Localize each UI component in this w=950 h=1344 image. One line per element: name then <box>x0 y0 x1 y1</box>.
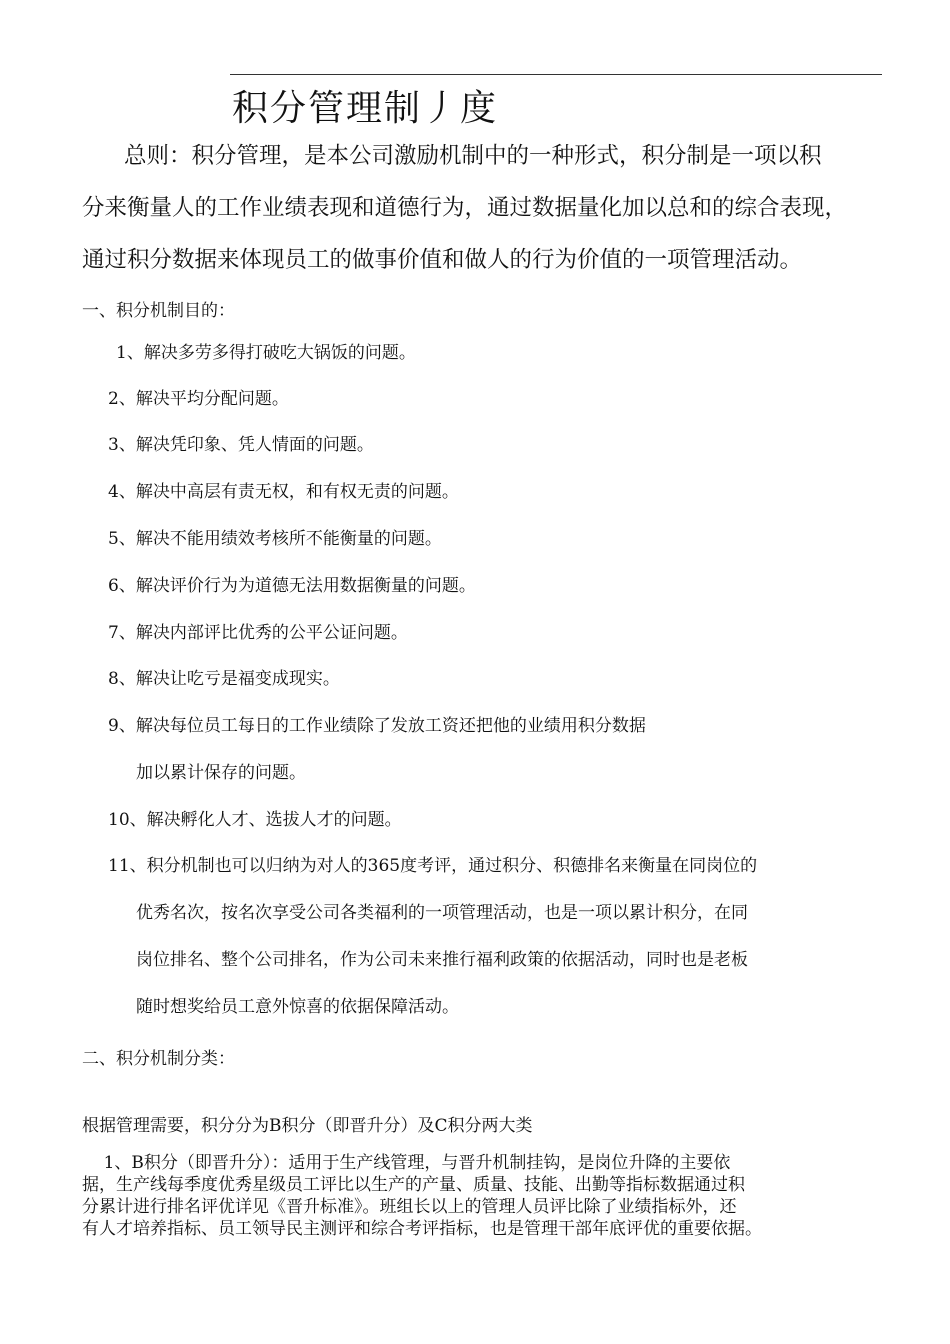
b-points-line: 有人才培养指标、员工领导民主测评和综合考评指标，也是管理干部年底评优的重要依据。 <box>82 1219 762 1239</box>
purpose-item-continuation: 岗位排名、整个公司排名，作为公司未来推行福利政策的依据活动，同时也是老板 <box>136 950 748 970</box>
b-points-line: 1、B积分（即晋升分）：适用于生产线管理，与晋升机制挂钩，是岗位升降的主要依 <box>82 1153 731 1173</box>
purpose-item: 8、解决让吃亏是福变成现实。 <box>108 669 340 689</box>
purpose-item-continuation: 优秀名次，按名次享受公司各类福利的一项管理活动，也是一项以累计积分，在同 <box>136 903 748 923</box>
section-heading-purpose: 一、积分机制目的： <box>82 301 235 321</box>
purpose-item: 10、解决孵化人才、选拔人才的问题。 <box>108 810 402 830</box>
header-rule <box>230 74 882 75</box>
purpose-item: 6、解决评价行为为道德无法用数据衡量的问题。 <box>108 576 476 596</box>
section-heading-categories: 二、积分机制分类： <box>82 1049 235 1069</box>
categories-summary: 根据管理需要，积分分为B积分（即晋升分）及C积分两大类 <box>82 1116 533 1136</box>
document-title: 积分管理制丿度 <box>232 88 499 129</box>
purpose-item: 11、积分机制也可以归纳为对人的365度考评，通过积分、积德排名来衡量在同岗位的 <box>108 856 758 876</box>
purpose-item-continuation: 随时想奖给员工意外惊喜的依据保障活动。 <box>136 997 459 1017</box>
purpose-item-continuation: 加以累计保存的问题。 <box>136 763 306 783</box>
intro-line-2: 分来衡量人的工作业绩表现和道德行为，通过数据量化加以总和的综合表现， <box>82 195 848 221</box>
purpose-item: 3、解决凭印象、凭人情面的问题。 <box>108 435 374 455</box>
b-points-line: 分累计进行排名评优详见《晋升标准》。班组长以上的管理人员评比除了业绩指标外，还 <box>82 1197 737 1217</box>
purpose-item: 2、解决平均分配问题。 <box>108 389 289 409</box>
intro-line-3: 通过积分数据来体现员工的做事价值和做人的行为价值的一项管理活动。 <box>82 247 803 273</box>
purpose-item: 1、解决多劳多得打破吃大锅饭的问题。 <box>116 343 416 363</box>
b-points-line: 据，生产线每季度优秀星级员工评比以生产的产量、质量、技能、出勤等指标数据通过积 <box>82 1175 745 1195</box>
purpose-item: 9、解决每位员工每日的工作业绩除了发放工资还把他的业绩用积分数据 <box>108 716 646 736</box>
purpose-item: 4、解决中高层有责无权，和有权无责的问题。 <box>108 482 459 502</box>
intro-line-1: 总则：积分管理，是本公司激励机制中的一种形式，积分制是一项以积 <box>124 143 822 169</box>
purpose-item: 7、解决内部评比优秀的公平公证问题。 <box>108 623 408 643</box>
purpose-item: 5、解决不能用绩效考核所不能衡量的问题。 <box>108 529 442 549</box>
